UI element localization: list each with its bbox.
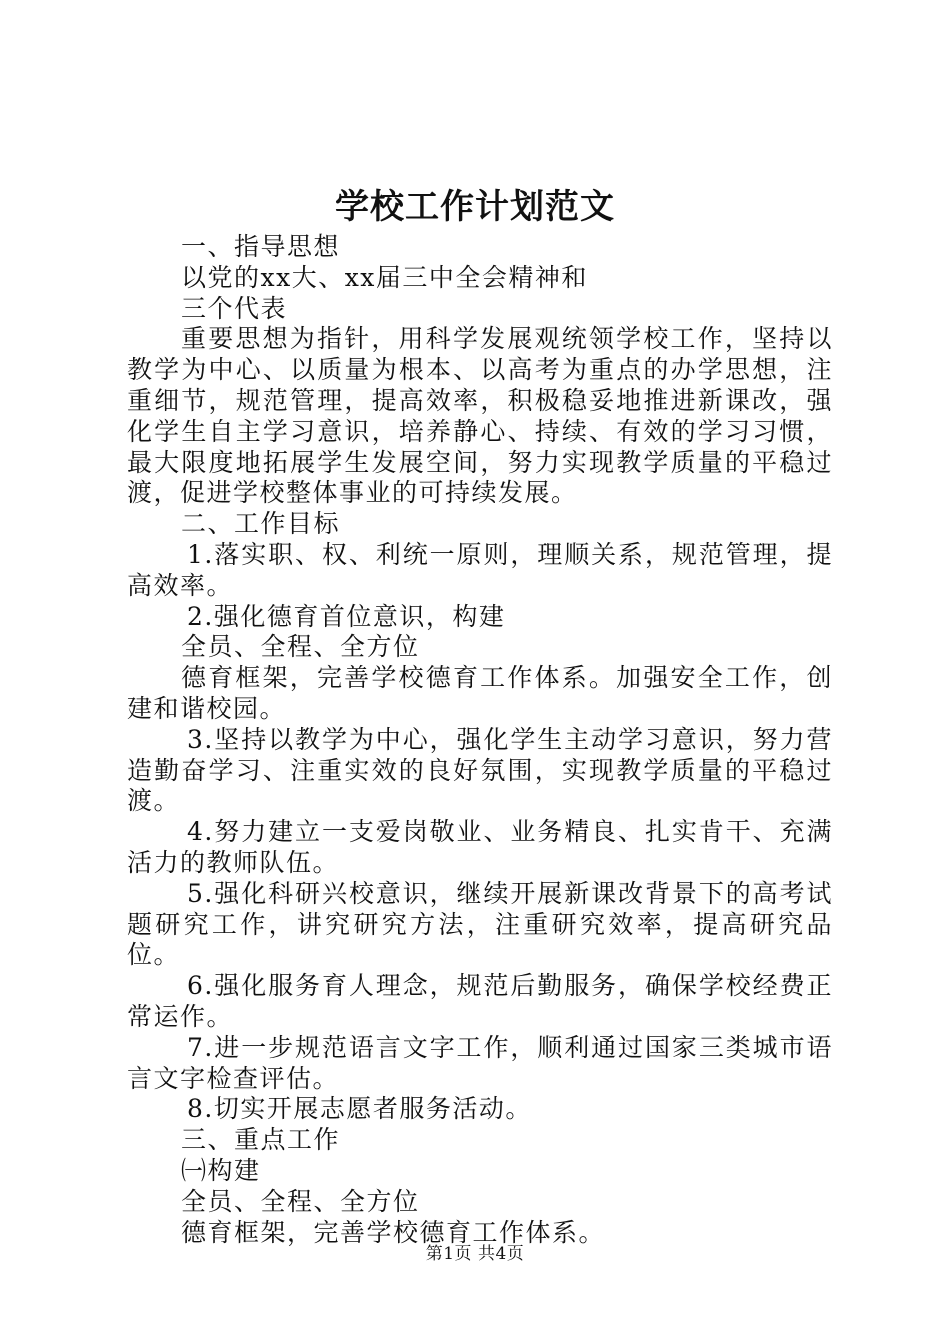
list-item: 6.强化服务育人理念，规范后勤服务，确保学校经费正常运作。 (127, 971, 833, 1031)
document-body (127, 232, 833, 1248)
paragraph: 德育框架，完善学校德育工作体系。 (181, 1217, 606, 1247)
section-heading: 三、重点工作 (181, 1125, 341, 1155)
paragraph: 重要思想为指针，用科学发展观统领学校工作，坚持以教学为中心、以质量为根本、以高考为重点的办学思想，注重细节，规范管理，提高效率，积极稳妥地推进新课改，强化学生自主学习意识，培养静心、持续、有效的学习习惯，最大限度地拓展学生发展空间，努力实现教学质量的平稳过渡，促进学校整体事业的可持续发展。 (127, 324, 833, 508)
list-item: 4.努力建立一支爱岗敬业、业务精良、扎实肯干、充满活力的教师队伍。 (127, 817, 833, 877)
paragraph: 全员、全程、全方位 (181, 1186, 420, 1216)
list-item: 2.强化德育首位意识，构建 (187, 601, 506, 631)
list-item: 1.落实职、权、利统一原则，理顺关系，规范管理，提高效率。 (127, 539, 833, 600)
paragraph: 三个代表 (181, 293, 288, 323)
paragraph: ㈠构建 (181, 1155, 261, 1185)
paragraph: 以党的xx大、xx届三中全会精神和 (181, 262, 588, 292)
section-heading: 二、工作目标 (181, 509, 341, 539)
page-footer: 第1页 共4页 (425, 1244, 525, 1264)
list-item: 7.进一步规范语言文字工作，顺利通过国家三类城市语言文字检查评估。 (127, 1032, 833, 1093)
list-item: 8.切实开展志愿者服务活动。 (187, 1094, 532, 1124)
document-title: 学校工作计划范文 (335, 187, 615, 227)
paragraph: 全员、全程、全方位 (181, 632, 420, 662)
list-item: 5.强化科研兴校意识，继续开展新课改背景下的高考试题研究工作，讲究研究方法，注重研究效率，提高研究品位。 (127, 878, 833, 970)
list-item: 3.坚持以教学为中心，强化学生主动学习意识，努力营造勤奋学习、注重实效的良好氛围，实现教学质量的平稳过渡。 (127, 724, 833, 816)
section-heading: 一、指导思想 (181, 232, 341, 261)
paragraph: 德育框架，完善学校德育工作体系。加强安全工作，创建和谐校园。 (127, 663, 833, 723)
